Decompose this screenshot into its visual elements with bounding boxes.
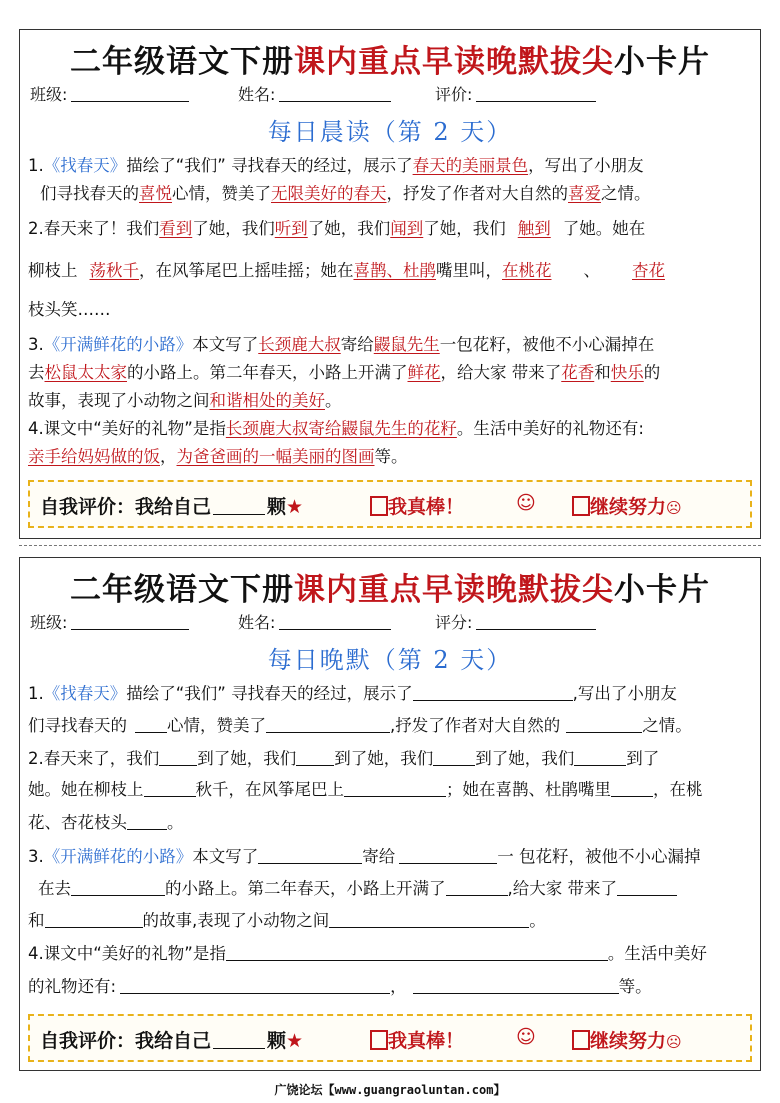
self-eval-box [28, 480, 752, 528]
keep-going-checkbox[interactable] [572, 496, 590, 516]
p4-line1: 4.课文中“美好的礼物”是指 。生活中美好 [28, 944, 707, 963]
p2-line2: 柳枝上 荡秋千，在风筝尾巴上摇哇摇；她在喜鹊、杜鹃嘴里叫，在桃花 、 杏花 [28, 261, 665, 280]
fill-blank[interactable] [127, 814, 167, 830]
frown-icon: ☹ [666, 499, 682, 517]
fill-blank[interactable] [329, 912, 529, 928]
p4-line1: 4.课文中“美好的礼物”是指长颈鹿大叔寄给鼹鼠先生的花籽。生活中美好的礼物还有: [28, 419, 644, 438]
p2-line1: 2.春天来了！我们看到了她，我们听到了她，我们闻到了她，我们 触到 了她。她在 [28, 219, 646, 238]
card-title: 二年级语文下册课内重点早读晚默拔尖小卡片 [70, 44, 710, 80]
fill-blank[interactable] [45, 912, 143, 928]
star-count-blank[interactable] [213, 1029, 265, 1049]
great-option[interactable]: 我真棒！ [370, 492, 464, 519]
fill-blank[interactable] [71, 880, 165, 896]
morning-card [19, 29, 761, 539]
great-checkbox[interactable] [370, 496, 388, 516]
keep-going-option[interactable]: 继续努力☹ [572, 492, 682, 519]
star-count-blank[interactable] [213, 495, 265, 515]
self-eval-label: 自我评价：我给自己 颗★ [40, 496, 304, 518]
p4-line2: 亲手给妈妈做的饭，为爸爸画的一幅美丽的图画等。 [28, 447, 408, 466]
subtitle: 每日晨读（第 2 天） [267, 118, 513, 146]
name-field: 姓名: [238, 610, 391, 636]
name-blank[interactable] [279, 84, 391, 102]
p3-line1: 3.《开满鲜花的小路》本文写了 寄给 一 包花籽，被他不小心漏掉 [28, 847, 701, 866]
fill-blank[interactable] [226, 945, 608, 961]
star-icon: ★ [286, 496, 304, 518]
fill-blank[interactable] [296, 750, 334, 766]
great-option[interactable]: 我真棒！ [370, 1026, 464, 1053]
smile-icon: ☺ [516, 492, 536, 514]
eval-blank[interactable] [476, 84, 596, 102]
evening-card [19, 557, 761, 1071]
p1-line2: 们寻找春天的 心情，赞美了 ,抒发了作者对大自然的 之情。 [28, 716, 692, 735]
class-field: 班级: [30, 610, 189, 636]
p1-line1: 1.《找春天》描绘了“我们” 寻找春天的经过，展示了春天的美丽景色，写出了小朋友 [28, 156, 644, 175]
p3-line3: 故事，表现了小动物之间和谐相处的美好。 [28, 391, 342, 410]
fill-blank[interactable] [120, 978, 390, 994]
smile-icon: ☺ [516, 1026, 536, 1048]
p3-line3: 和 的故事,表现了小动物之间 。 [28, 911, 546, 930]
p1-line1: 1.《找春天》描绘了“我们” 寻找春天的经过，展示了 ,写出了小朋友 [28, 684, 677, 703]
p3-line2: 去松鼠太太家的小路上。第二年春天，小路上开满了鲜花，给大家 带来了花香和快乐的 [28, 363, 661, 382]
score-blank[interactable] [476, 612, 596, 630]
p3-line2: 在去 的小路上。第二年春天，小路上开满了 ,给大家 带来了 [38, 877, 677, 901]
fill-blank[interactable] [566, 717, 642, 733]
subtitle: 每日晚默（第 2 天） [267, 646, 513, 674]
great-checkbox[interactable] [370, 1030, 388, 1050]
star-icon: ★ [286, 1030, 304, 1052]
p2-line3: 枝头笑…… [28, 300, 111, 319]
p1-line2: 们寻找春天的喜悦心情，赞美了无限美好的春天，抒发了作者对大自然的喜爱之情。 [40, 184, 651, 203]
fill-blank[interactable] [399, 848, 497, 864]
info-row [30, 82, 750, 108]
score-field: 评分: [435, 610, 596, 636]
footer: 广饶论坛【www.guangraoluntan.com】 [274, 1083, 506, 1097]
frown-icon: ☹ [666, 1033, 682, 1051]
fill-blank[interactable] [574, 750, 626, 766]
fill-blank[interactable] [344, 781, 446, 797]
fill-blank[interactable] [413, 685, 573, 701]
card-divider [19, 545, 761, 546]
p2-line3: 花、杏花枝头 。 [28, 813, 184, 832]
name-field: 姓名: [238, 82, 391, 108]
fill-blank[interactable] [266, 717, 390, 733]
keep-going-checkbox[interactable] [572, 1030, 590, 1050]
fill-blank[interactable] [611, 781, 653, 797]
class-blank[interactable] [71, 612, 189, 630]
keep-going-option[interactable]: 继续努力☹ [572, 1026, 682, 1053]
fill-blank[interactable] [413, 978, 619, 994]
p2-line2: 她。她在柳枝上 秋千，在风筝尾巴上 ；她在喜鹊、杜鹃嘴里 ，在桃 [28, 780, 703, 799]
self-eval-label: 自我评价：我给自己 颗★ [40, 1030, 304, 1052]
fill-blank[interactable] [433, 750, 475, 766]
self-eval-box [28, 1014, 752, 1062]
fill-blank[interactable] [135, 717, 167, 733]
p3-line1: 3.《开满鲜花的小路》本文写了长颈鹿大叔寄给鼹鼠先生一包花籽，被他不小心漏掉在 [28, 335, 655, 354]
p2-line1: 2.春天来了，我们 到了她，我们 到了她，我们 到了她，我们 到了 [28, 749, 660, 768]
info-row [30, 610, 750, 636]
eval-field: 评价: [435, 82, 596, 108]
fill-blank[interactable] [144, 781, 196, 797]
fill-blank[interactable] [617, 880, 677, 896]
fill-blank[interactable] [159, 750, 197, 766]
card-title: 二年级语文下册课内重点早读晚默拔尖小卡片 [70, 572, 710, 608]
class-field: 班级: [30, 82, 189, 108]
p4-line2: 的礼物还有: ， 等。 [28, 977, 652, 996]
name-blank[interactable] [279, 612, 391, 630]
fill-blank[interactable] [258, 848, 362, 864]
fill-blank[interactable] [446, 880, 508, 896]
class-blank[interactable] [71, 84, 189, 102]
